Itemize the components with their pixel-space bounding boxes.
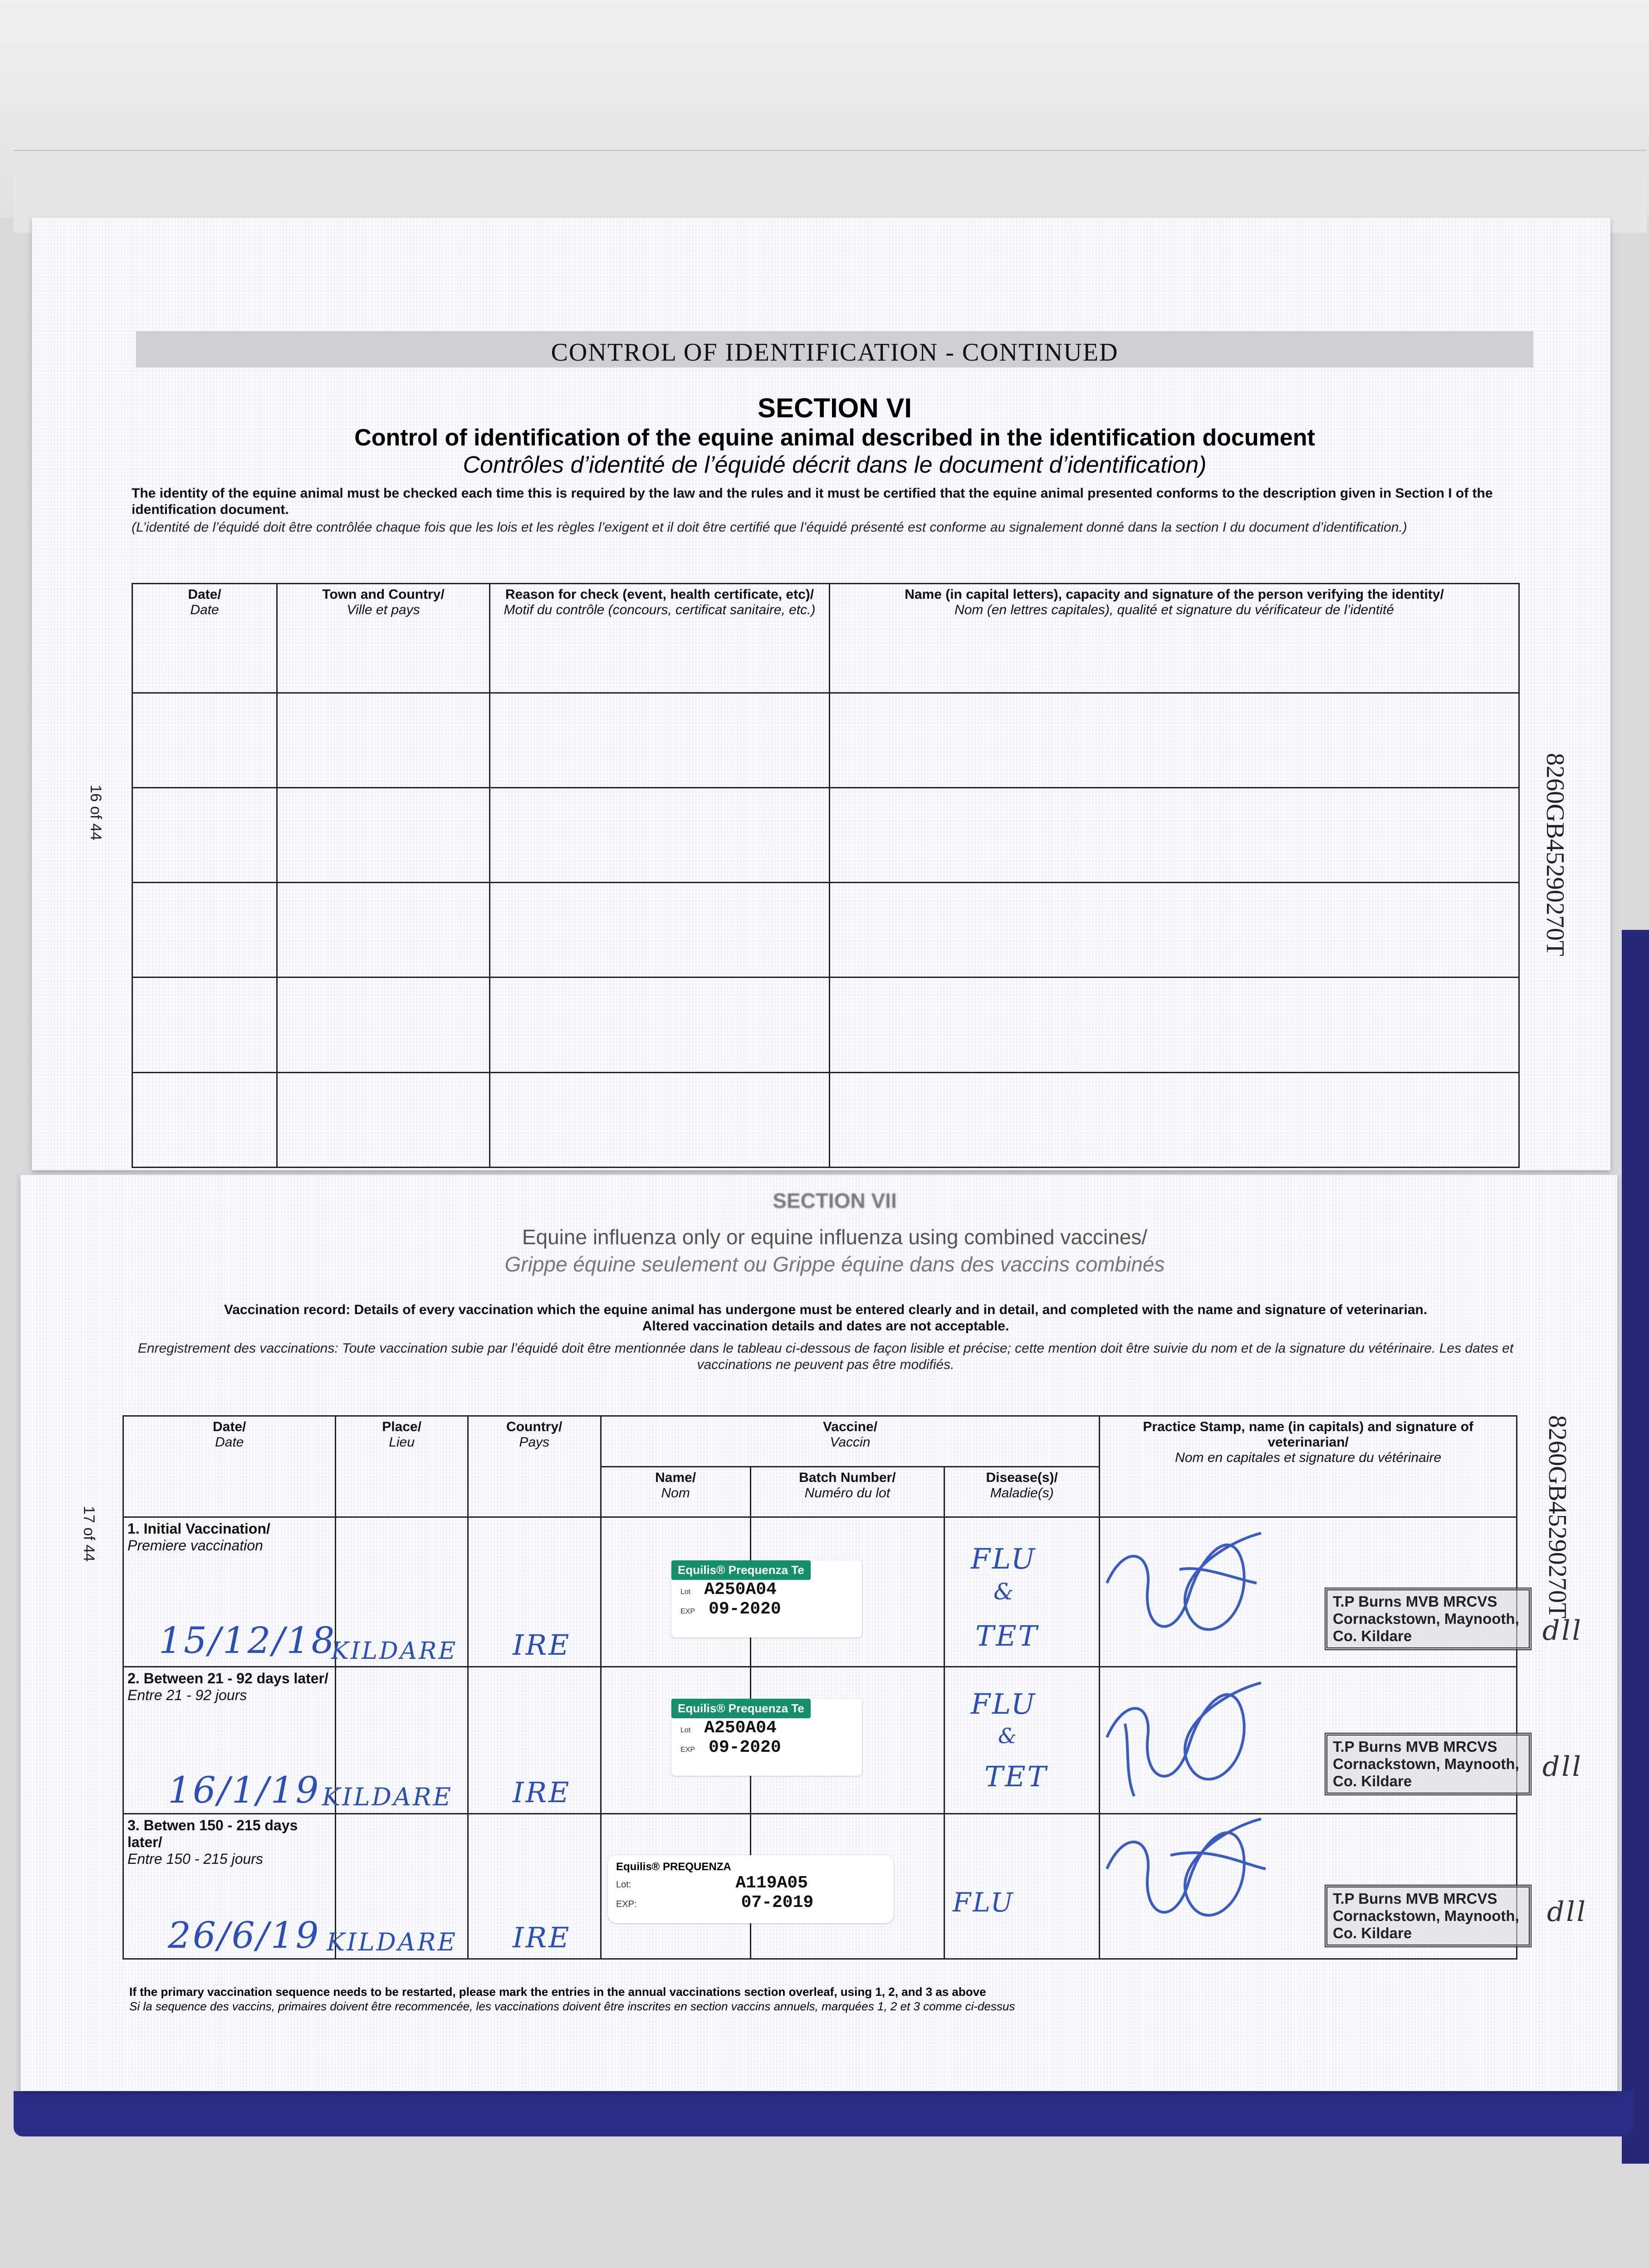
table-row [132, 883, 1519, 978]
header-date: Date/ Date [132, 584, 277, 693]
cell-reason[interactable] [490, 787, 830, 882]
sticker-lot-row: Lot A250A04 [680, 1580, 777, 1599]
vaccination-intro-fr: Enregistrement des vaccinations: Toute vaccination subie par l’équidé doit être mentionnée dans le tableau ci-dessous de façon lisible et précise; cette mention doit être suivie du nom et de la signature du vétérinaire. Les dates et vaccinations ne peuvent pas être modifiés. [137, 1341, 1514, 1372]
sticker-product-name: Equilis® PREQUENZA [616, 1861, 731, 1873]
vaccine-sticker-1 [671, 1560, 862, 1637]
handwritten-place-1: KILDARE [331, 1637, 458, 1665]
handwritten-disease-2c: TET [984, 1760, 1048, 1793]
header-vaccine-name: Name/ Nom [601, 1466, 750, 1517]
section-vii-title: SECTION VII [773, 1189, 897, 1212]
header-date: Date/ Date [123, 1416, 336, 1517]
sticker-exp-row: EXP: 07-2019 [616, 1893, 814, 1912]
vaccine-sticker-3 [608, 1855, 894, 1923]
row-1-label: 1. Initial Vaccination/ Premiere vaccination [123, 1517, 336, 1667]
sticker-product-name: Equilis® Prequenza Te [671, 1699, 811, 1718]
cell-town[interactable] [277, 787, 490, 882]
stamp-line: Co. Kildare [1333, 1925, 1412, 1941]
restart-note-fr: Si la sequence des vaccins, primaires doivent être recommencée, les vaccinations doivent être inscrites en section vaccins annuels, marquées 1, 2 et 3 comme ci-dessus [129, 1999, 1015, 2013]
vet-practice-stamp-1 [1325, 1588, 1532, 1650]
sticker-exp-row: EXP 09-2020 [680, 1738, 781, 1757]
vet-signature-2 [1098, 1660, 1316, 1810]
passport-code-bottom: 8260GB45290270T [1543, 1415, 1571, 1618]
vaccination-intro-line2: Altered vaccination details and dates are not acceptable. [642, 1319, 1009, 1334]
row-3-label: 3. Betwen 150 - 215 days later/ Entre 150 - 215 jours [123, 1814, 336, 1959]
section-vi-heading-en: Control of identification of the equine animal described in the identification document [354, 425, 1315, 451]
cell-verifier[interactable] [830, 883, 1519, 978]
handwritten-country-1: IRE [513, 1628, 571, 1662]
restart-note [129, 1984, 1490, 2014]
header-reason: Reason for check (event, health certificate, etc)/ Motif du contrôle (concours, certificat sanitaire, etc.) [490, 584, 830, 693]
table-row [132, 693, 1519, 787]
table-row [132, 978, 1519, 1072]
section-vii-subtitle-en: Equine influenza only or equine influenza using combined vaccines/ [522, 1225, 1148, 1249]
handwritten-initials-3: dll [1547, 1896, 1587, 1928]
handwritten-initials-2: dll [1542, 1751, 1583, 1783]
page-number-16: 16 of 44 [87, 785, 104, 841]
table-row [132, 1072, 1519, 1167]
handwritten-place-2: KILDARE [322, 1783, 453, 1811]
cell-town[interactable] [277, 978, 490, 1072]
cell-verifier[interactable] [830, 787, 1519, 882]
handwritten-disease-3: FLU [953, 1887, 1015, 1918]
cell-date[interactable] [132, 1072, 277, 1167]
vet-signature-1 [1098, 1515, 1316, 1665]
handwritten-disease-2a: FLU [971, 1687, 1037, 1721]
sticker-lot-row: Lot A250A04 [680, 1718, 777, 1738]
cell-date[interactable] [132, 787, 277, 882]
cell-reason[interactable] [490, 883, 830, 978]
cell-verifier[interactable] [830, 978, 1519, 1072]
stamp-line: Cornackstown, Maynooth, [1333, 1907, 1519, 1924]
cell-reason[interactable] [490, 978, 830, 1072]
vaccination-intro-en [132, 1302, 1520, 1334]
stamp-line: T.P Burns MVB MRCVS [1333, 1738, 1497, 1755]
passport-code-top: 8260GB45290270T [1541, 753, 1569, 956]
handwritten-country-2: IRE [513, 1776, 571, 1809]
header-verifier: Name (in capital letters), capacity and signature of the person verifying the identity/ Nom (en lettres capitales), qualité et signature du vérificateur de l’identité [830, 584, 1519, 693]
section-vi-heading-fr: Contrôles d’identité de l’équidé décrit dans le document d’identification) [463, 452, 1207, 478]
header-country: Country/ Pays [468, 1416, 601, 1517]
header-place: Place/ Lieu [336, 1416, 468, 1517]
section-vi-title: SECTION VI [757, 393, 912, 423]
stamp-line: Cornackstown, Maynooth, [1333, 1755, 1519, 1772]
stamp-line: T.P Burns MVB MRCVS [1333, 1890, 1497, 1907]
section-vi-intro-en: The identity of the equine animal must be checked each time this is required by the law and the rules and it must be certified that the equine animal presented conforms to the description given in Section I of the identification document. [132, 486, 1493, 517]
stamp-line: T.P Burns MVB MRCVS [1333, 1593, 1497, 1610]
cell-reason[interactable] [490, 1072, 830, 1167]
restart-note-en: If the primary vaccination sequence needs to be restarted, please mark the entries in the annual vaccinations section overleaf, using 1, 2, and 3 as above [129, 1985, 986, 1999]
cell-date[interactable] [132, 693, 277, 787]
section-banner: CONTROL OF IDENTIFICATION - CONTINUED [136, 331, 1533, 367]
handwritten-country-3: IRE [513, 1921, 571, 1954]
handwritten-disease-1c: TET [975, 1619, 1039, 1652]
sticker-lot-row: Lot: A119A05 [616, 1873, 808, 1893]
handwritten-initials-1: dll [1542, 1615, 1583, 1647]
vet-signature-3 [1098, 1805, 1316, 1955]
sticker-exp-row: EXP 09-2020 [680, 1599, 781, 1619]
section-vii-subtitle-fr: Grippe équine seulement ou Grippe équine dans des vaccins combinés [504, 1252, 1165, 1276]
cell-disease[interactable] [944, 1814, 1100, 1959]
cell-date[interactable] [132, 978, 277, 1072]
cell-town[interactable] [277, 1072, 490, 1167]
vacc-header-row-1 [123, 1416, 1517, 1467]
cell-verifier[interactable] [830, 1072, 1519, 1167]
stamp-line: Co. Kildare [1333, 1628, 1412, 1644]
cell-town[interactable] [277, 693, 490, 787]
handwritten-disease-1b: & [993, 1579, 1016, 1605]
header-batch-number: Batch Number/ Numéro du lot [750, 1466, 944, 1517]
cell-date[interactable] [132, 883, 277, 978]
identity-check-table [132, 583, 1520, 1168]
sticker-product-name: Equilis® Prequenza Te [671, 1560, 811, 1580]
vet-practice-stamp-3 [1325, 1885, 1532, 1947]
stamp-line: Cornackstown, Maynooth, [1333, 1610, 1519, 1627]
handwritten-disease-2b: & [998, 1724, 1018, 1748]
vaccination-intro-line1: Vaccination record: Details of every vaccination which the equine animal has undergone must be entered clearly and in detail, and completed with the name and signature of veterinarian. [224, 1302, 1428, 1317]
header-disease: Disease(s)/ Maladie(s) [944, 1466, 1100, 1517]
header-practice-stamp: Practice Stamp, name (in capitals) and signature of veterinarian/ Nom en capitales et signature du vétérinaire [1100, 1416, 1517, 1517]
vet-practice-stamp-2 [1325, 1733, 1532, 1795]
handwritten-place-3: KILDARE [327, 1928, 457, 1956]
handwritten-date-2: 16/1/19 [168, 1769, 321, 1811]
table-header-row [132, 584, 1519, 693]
page-number-17: 17 of 44 [80, 1506, 98, 1562]
stamp-line: Co. Kildare [1333, 1773, 1412, 1789]
passport-cover-edge [1622, 930, 1649, 2164]
passport-cover-bottom [14, 2091, 1633, 2136]
table-row [132, 787, 1519, 882]
handwritten-disease-1a: FLU [971, 1542, 1037, 1575]
row-2-label: 2. Between 21 - 92 days later/ Entre 21 - 92 jours [123, 1667, 336, 1814]
header-vaccine: Vaccine/ Vaccin [601, 1416, 1100, 1467]
vaccine-sticker-2 [671, 1699, 862, 1776]
cell-reason[interactable] [490, 693, 830, 787]
handwritten-date-3: 26/6/19 [168, 1914, 321, 1956]
cell-verifier[interactable] [830, 693, 1519, 787]
cell-town[interactable] [277, 883, 490, 978]
section-vi-intro-fr: (L’identité de l’équidé doit être contrôlée chaque fois que les lois et les règles l’exigent et il doit être certifié que l’équidé présenté est conforme au signalement donné dans la section I du document d’identification.) [132, 520, 1407, 535]
header-town-country: Town and Country/ Ville et pays [277, 584, 490, 693]
handwritten-date-1: 15/12/18 [159, 1619, 337, 1662]
